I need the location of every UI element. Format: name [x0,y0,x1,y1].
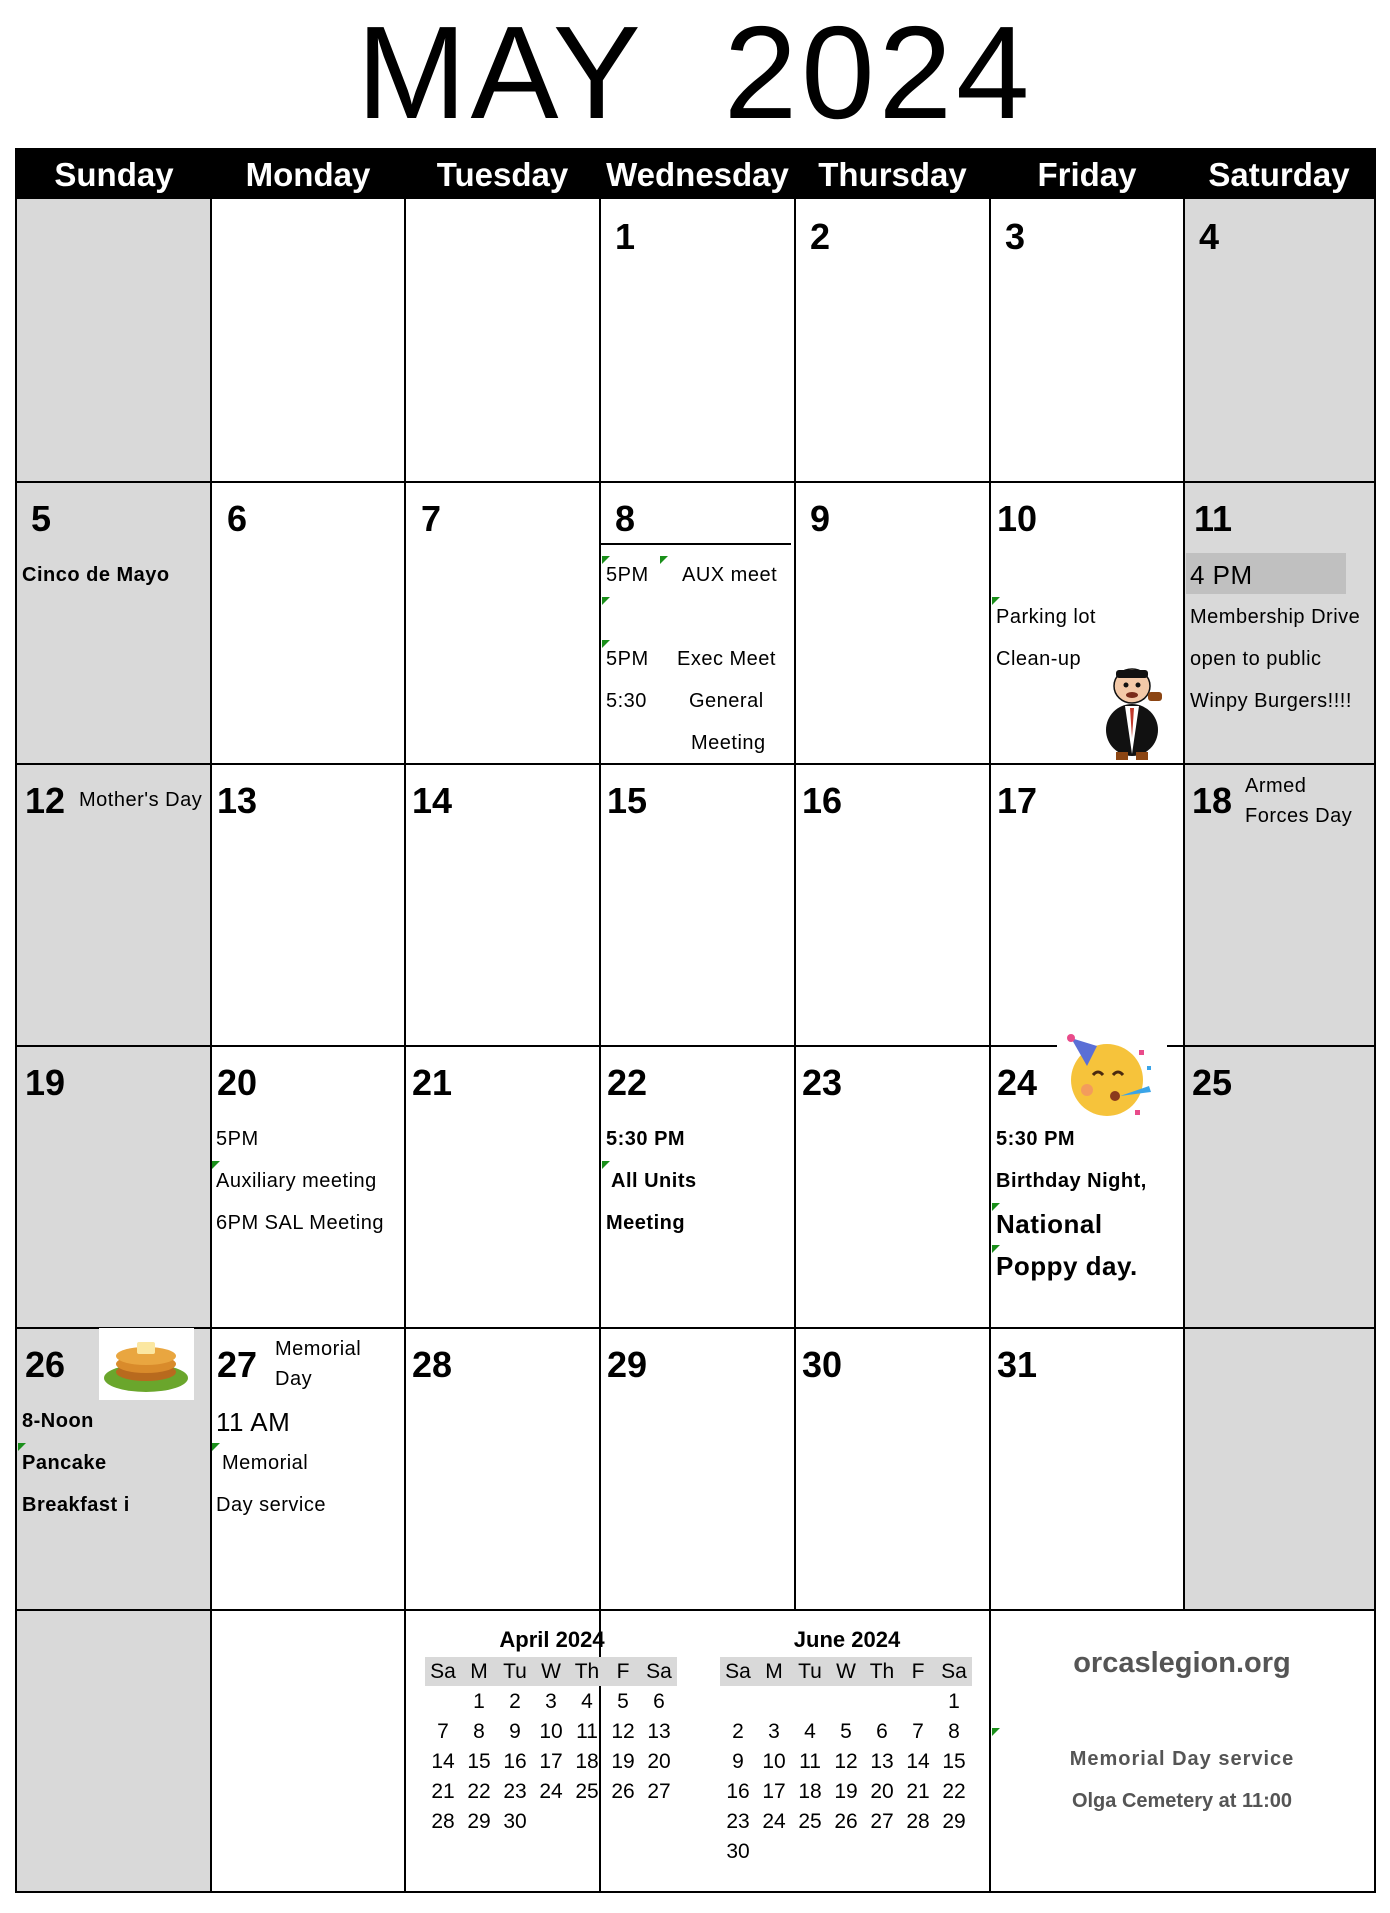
mini-calendar-day: 2 [732,1720,744,1743]
mini-calendar-day: 22 [467,1780,491,1803]
mini-calendar-day: 1 [473,1690,485,1713]
footer-note: Olga Cemetery at 11:00 [1071,1790,1293,1812]
day-number: 31 [997,1344,1038,1385]
mini-calendar-day: 3 [545,1690,557,1713]
cell-marker [660,556,668,564]
cell-marker [992,1728,1000,1736]
mini-calendar-day: 1 [948,1690,960,1713]
mini-calendar-day: 27 [870,1810,894,1833]
day-number: 24 [997,1062,1038,1103]
mini-calendar-april [425,1623,679,1883]
event-text: 5:30 PM [996,1128,1076,1150]
day-number: 10 [997,498,1038,539]
day-number: 17 [997,780,1038,821]
day-number: 26 [25,1344,66,1385]
mini-calendar-day: 20 [870,1780,894,1803]
page-title: MAY 2024 [356,0,1034,146]
event-text: 5PM [606,648,649,670]
mini-calendar-day: 20 [647,1750,671,1773]
day-number: 8 [615,498,636,539]
mini-calendar-day: 30 [503,1810,527,1833]
grid-line [17,1045,1374,1047]
mini-calendar-day: 17 [762,1780,786,1803]
day-number: 20 [217,1062,258,1103]
mini-calendar-day: 13 [647,1720,671,1743]
event-text: Membership Drive [1190,606,1361,628]
mini-calendar-day: 14 [906,1750,930,1773]
mini-calendar-day: 21 [906,1780,930,1803]
event-text: 4 PM [1190,560,1253,590]
calendar-grid [15,148,1376,1893]
event-text: 5PM [216,1128,259,1150]
mini-calendar-weekday: F [911,1660,925,1683]
event-text: 5PM [606,564,649,586]
event-text: 11 AM [216,1407,291,1437]
grid-line [794,199,796,1609]
mini-calendar-weekday: Sa [646,1660,672,1683]
saturday-column-shade [1184,199,1374,1609]
mini-calendar-week [720,1837,972,1866]
event-text: Meeting [606,1212,686,1234]
day-number: 30 [802,1344,843,1385]
mini-calendar-day: 10 [539,1720,563,1743]
mini-calendar-day: 4 [581,1690,593,1713]
grid-line [1183,199,1185,1609]
mini-calendar-day: 12 [834,1750,858,1773]
day-number: 29 [607,1344,648,1385]
event-text: 8-Noon [22,1410,94,1432]
event-text: Poppy day. [996,1251,1138,1281]
mini-calendar-day: 19 [834,1780,858,1803]
event-text: Cinco de Mayo [22,564,170,586]
mini-calendar-weekday: Th [574,1660,600,1683]
mini-calendar-day: 26 [834,1810,858,1833]
mini-calendar-day: 6 [876,1720,888,1743]
mini-calendar-day: 25 [575,1780,599,1803]
event-text: Mother's Day [79,789,203,811]
mini-calendar-day: 16 [726,1780,750,1803]
event-text: Winpy Burgers!!!! [1190,690,1352,712]
grid-line [599,543,791,545]
mini-calendar-day: 6 [653,1690,665,1713]
mini-calendar-day: 28 [906,1810,930,1833]
mini-calendar-day: 21 [431,1780,455,1803]
mini-calendar-week [720,1807,972,1836]
day-number: 1 [615,216,636,257]
mini-calendar-day: 17 [539,1750,563,1773]
mini-calendar-day: 16 [503,1750,527,1773]
mini-calendar-day: 27 [647,1780,671,1803]
mini-calendar-day: 30 [726,1840,750,1863]
weekday-saturday: Saturday [1208,156,1350,193]
mini-calendar-day: 3 [768,1720,780,1743]
day-number: 22 [607,1062,648,1103]
mini-calendar-day: 13 [870,1750,894,1773]
cell-marker [602,597,610,605]
event-text: Birthday Night, [996,1170,1147,1192]
event-text: AUX meet [682,564,778,586]
day-number: 3 [1005,216,1026,257]
mini-calendar-title: June 2024 [793,1627,901,1652]
mini-calendar-day: 24 [762,1810,786,1833]
event-text: All Units [611,1170,697,1192]
cell-marker [212,1161,220,1169]
mini-calendar-weekday: M [470,1660,488,1683]
mini-calendar-week [425,1807,677,1836]
mini-calendar-day: 28 [431,1810,455,1833]
mini-calendar-day: 7 [912,1720,924,1743]
cell-marker [992,597,1000,605]
mini-calendar-day: 5 [840,1720,852,1743]
mini-calendar-day: 12 [611,1720,635,1743]
event-text: Memorial [222,1452,309,1474]
mini-calendar-week [425,1777,677,1806]
mini-calendar-day: 19 [611,1750,635,1773]
weekday-tuesday: Tuesday [436,156,569,193]
mini-calendar-week [720,1747,972,1776]
mini-calendar-week [425,1747,677,1776]
day-number: 16 [802,780,843,821]
mini-calendar-week [720,1717,972,1746]
event-text: Parking lot [996,606,1096,628]
mini-calendar-june [720,1623,974,1913]
cell-marker [212,1443,220,1451]
mini-calendar-weekday: W [836,1660,856,1683]
day-number: 14 [412,780,453,821]
mini-calendar-header [425,1657,677,1686]
grid-line [17,481,1374,483]
day-number: 11 [1194,498,1233,539]
event-text: Memorial [275,1338,362,1360]
event-text: Armed [1245,775,1307,797]
grid-line [17,1609,1374,1611]
weekday-sunday: Sunday [54,156,174,193]
event-text: Auxiliary meeting [216,1170,377,1192]
mini-calendar-day: 15 [942,1750,966,1773]
event-text: 5:30 PM [606,1128,686,1150]
mini-calendar-day: 2 [509,1690,521,1713]
mini-calendar-day: 11 [576,1720,598,1743]
mini-calendar-day: 15 [467,1750,491,1773]
mini-calendar-weekday: Tu [798,1660,822,1683]
day-number: 9 [810,498,831,539]
cell-marker [602,1161,610,1169]
mini-calendar-week [425,1717,677,1746]
mini-calendar-week [425,1687,677,1716]
cell-marker [18,1443,26,1451]
day-number: 6 [227,498,248,539]
event-text: Forces Day [1245,805,1353,827]
mini-calendar-day: 24 [539,1780,563,1803]
event-text: Pancake [22,1452,107,1474]
day-number: 15 [607,780,648,821]
mini-calendar-weekday: W [541,1660,561,1683]
weekday-monday: Monday [245,156,371,193]
mini-calendar-header [720,1657,972,1686]
day-number: 25 [1192,1062,1233,1103]
day-number: 12 [25,780,66,821]
footer-note: Memorial Day service [1069,1748,1295,1770]
mini-calendar-weekday: Sa [430,1660,456,1683]
mini-calendar-day: 4 [804,1720,816,1743]
mini-calendar-title: April 2024 [499,1627,605,1652]
mini-calendar-day: 22 [942,1780,966,1803]
mini-calendar-day: 23 [503,1780,527,1803]
event-text: Exec Meet [677,648,776,670]
mini-calendar-day: 29 [467,1810,491,1833]
mini-calendar-day: 29 [942,1810,966,1833]
mini-calendar-weekday: Sa [941,1660,967,1683]
mini-calendar-day: 25 [798,1810,822,1833]
grid-line [17,763,1374,765]
day-number: 27 [217,1344,258,1385]
event-text: National [996,1209,1103,1239]
mini-calendar-weekday: F [616,1660,630,1683]
mini-calendar-weekday: Tu [503,1660,527,1683]
mini-calendar-day: 5 [617,1690,629,1713]
day-number: 21 [412,1062,453,1103]
mini-calendar-weekday: Sa [725,1660,751,1683]
day-number: 18 [1192,780,1233,821]
mini-calendar-day: 8 [473,1720,485,1743]
weekday-thursday: Thursday [818,156,967,193]
day-number: 19 [25,1062,66,1103]
mini-calendar-day: 8 [948,1720,960,1743]
day-number: 7 [421,498,442,539]
mini-calendar-weekday: M [765,1660,783,1683]
day-number: 4 [1199,216,1220,257]
event-text: General [689,690,764,712]
mini-calendar-day: 11 [799,1750,821,1773]
mini-calendar-day: 26 [611,1780,635,1803]
mini-calendar-day: 14 [431,1750,455,1773]
weekday-wednesday: Wednesday [606,156,789,193]
popeye-wimpy-icon [1092,658,1172,762]
weekday-friday: Friday [1037,156,1137,193]
mini-calendar-day: 9 [732,1750,744,1773]
event-text: Day service [216,1494,326,1516]
day-number: 28 [412,1344,453,1385]
website-text: orcaslegion.org [1073,1647,1291,1679]
mini-calendar-day: 9 [509,1720,521,1743]
event-text: 6PM SAL Meeting [216,1212,384,1234]
mini-calendar-day: 18 [798,1780,822,1803]
mini-calendar-weekday: Th [869,1660,895,1683]
mini-calendar-week [720,1777,972,1806]
party-face-icon [1057,1020,1161,1124]
weekday-header [17,150,1374,199]
day-number: 2 [810,216,831,257]
grid-line [17,1327,1374,1329]
event-text: open to public [1190,648,1322,670]
day-number: 23 [802,1062,843,1103]
mini-calendar-day: 18 [575,1750,599,1773]
mini-calendar-day: 7 [437,1720,449,1743]
day-number: 5 [31,498,52,539]
event-text: Meeting [691,732,766,754]
pancake-icon [99,1328,194,1400]
event-text: Day [275,1368,313,1390]
mini-calendar-day: 10 [762,1750,786,1773]
event-text: Breakfast i [22,1494,130,1516]
mini-calendar-day: 23 [726,1810,750,1833]
mini-calendar-week [720,1687,972,1716]
day-number: 13 [217,780,258,821]
event-text: 5:30 [606,690,647,712]
event-text: Clean-up [996,648,1082,670]
